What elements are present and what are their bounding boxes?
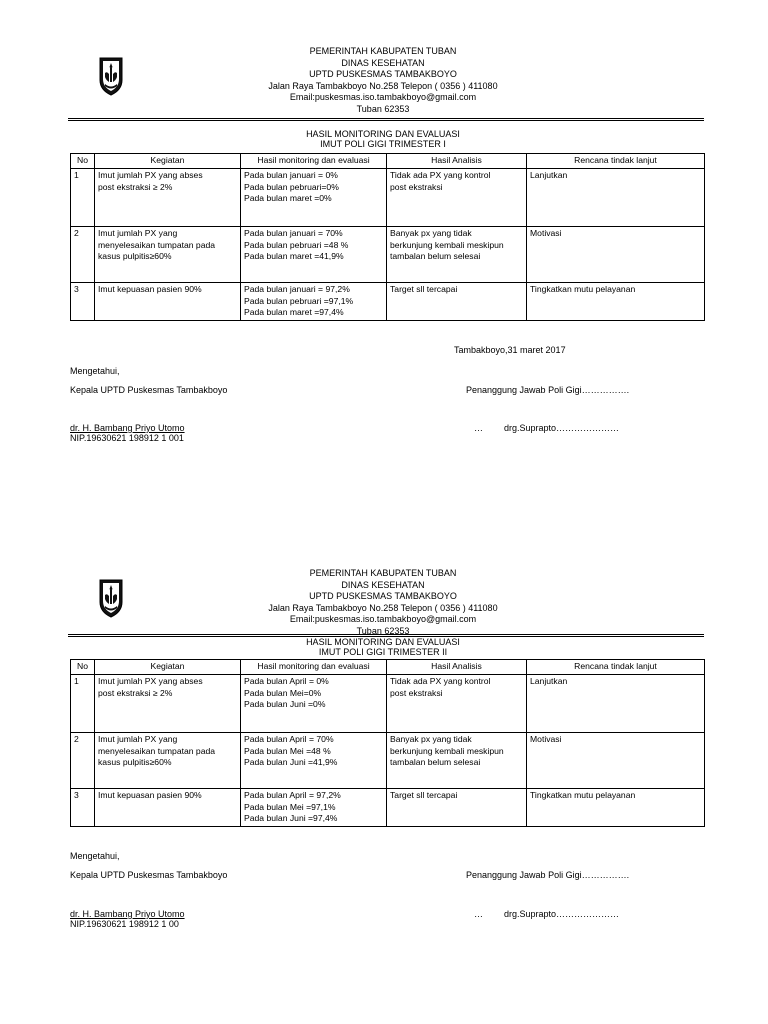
cell-text: Imut kepuasan pasien 90% — [98, 284, 202, 294]
cell-text: Pada bulan maret =97,4% — [244, 307, 344, 317]
cell-text: kasus pulpitis≥60% — [98, 251, 172, 261]
rencana-cell — [527, 169, 705, 227]
cell-text: tambalan belum selesai — [390, 251, 481, 261]
row-number: 2 — [71, 227, 95, 283]
letterhead-line: PEMERINTAH KABUPATEN TUBAN — [309, 568, 457, 578]
column-header: Kegiatan — [95, 154, 241, 169]
cell-text: tambalan belum selesai — [390, 757, 481, 767]
analisis-cell — [387, 733, 527, 789]
monitoring-table — [70, 153, 705, 321]
cell-text: Pada bulan maret =41,9% — [244, 251, 344, 261]
table-row — [71, 789, 705, 827]
rencana-cell — [527, 789, 705, 827]
cell-text: Imut jumlah PX yang — [98, 734, 178, 744]
cell-text: Pada bulan Mei=0% — [244, 687, 322, 698]
cell-text: Pada bulan januari = 97,2% — [244, 284, 350, 294]
hasil-cell — [241, 169, 387, 227]
rencana-cell — [527, 733, 705, 789]
table-row — [71, 227, 705, 283]
cell-text: Pada bulan Mei =48 % — [244, 745, 331, 756]
kepala-title: Kepala UPTD Puskesmas Tambakboyo — [70, 870, 228, 880]
rencana-cell — [527, 283, 705, 321]
table-row — [71, 675, 705, 733]
report-subtitle-line: IMUT POLI GIGI TRIMESTER II — [318, 646, 448, 657]
letterhead-line: Tuban 62353 — [356, 625, 410, 636]
report-subtitle-line: IMUT POLI GIGI TRIMESTER I — [320, 138, 446, 149]
cell-text: Motivasi — [530, 734, 562, 744]
mengetahui-label: Mengetahui, — [70, 366, 120, 376]
row-number: 1 — [71, 169, 95, 227]
kepala-name: dr. H. Bambang Priyo Utomo — [70, 423, 185, 433]
letterhead — [180, 46, 586, 115]
table-row — [71, 169, 705, 227]
rencana-cell — [527, 227, 705, 283]
kegiatan-cell — [95, 169, 241, 227]
table-header-row — [71, 660, 705, 675]
table-header-row — [71, 154, 705, 169]
hasil-cell — [241, 283, 387, 321]
column-header: Hasil Analisis — [387, 660, 527, 675]
kegiatan-cell — [95, 789, 241, 827]
cell-text: menyelesaikan tumpatan pada — [98, 239, 216, 250]
cell-text: Pada bulan Juni =0% — [244, 699, 326, 709]
cell-text: kasus pulpitis≥60% — [98, 757, 172, 767]
hasil-cell — [241, 789, 387, 827]
rencana-cell — [527, 675, 705, 733]
penanggung-jawab-name: drg.Suprapto………………… — [504, 909, 620, 919]
analisis-cell — [387, 227, 527, 283]
table-row — [71, 733, 705, 789]
report-title — [180, 638, 586, 657]
row-number: 1 — [71, 675, 95, 733]
letterhead — [180, 568, 586, 637]
cell-text: Target sll tercapai — [390, 284, 458, 294]
cell-text: Imut kepuasan pasien 90% — [98, 790, 202, 800]
cell-text: berkunjung kembali meskipun — [390, 239, 504, 250]
column-header: Hasil Analisis — [387, 154, 527, 169]
letterhead-line: Jalan Raya Tambakboyo No.258 Telepon ( 0356 ) 411080 — [268, 602, 498, 613]
column-header: Kegiatan — [95, 660, 241, 675]
penanggung-jawab-title: Penanggung Jawab Poli Gigi……………. — [466, 385, 630, 395]
cell-text: Pada bulan pebruari =97,1% — [244, 295, 354, 306]
letterhead-line: UPTD PUSKESMAS TAMBAKBOYO — [309, 69, 457, 79]
letterhead-line: Tuban 62353 — [356, 103, 410, 114]
cell-text: Pada bulan januari = 70% — [244, 228, 343, 238]
east-java-crest-icon — [98, 578, 124, 618]
kegiatan-cell — [95, 675, 241, 733]
kegiatan-cell — [95, 733, 241, 789]
cell-text: Motivasi — [530, 228, 562, 238]
hasil-cell — [241, 675, 387, 733]
letterhead-line: DINAS KESEHATAN — [341, 57, 425, 68]
report-title-line: HASIL MONITORING DAN EVALUASI — [306, 637, 460, 647]
kegiatan-cell — [95, 227, 241, 283]
cell-text: Tingkatkan mutu pelayanan — [530, 790, 636, 800]
column-header: Rencana tindak lanjut — [527, 154, 705, 169]
row-number: 3 — [71, 283, 95, 321]
ellipsis-text: … — [474, 909, 483, 919]
penanggung-jawab-title: Penanggung Jawab Poli Gigi……………. — [466, 870, 630, 880]
cell-text: post ekstraksi ≥ 2% — [98, 181, 173, 192]
letterhead-line: PEMERINTAH KABUPATEN TUBAN — [309, 46, 457, 56]
cell-text: Pada bulan januari = 0% — [244, 170, 338, 180]
cell-text: Imut jumlah PX yang abses — [98, 676, 203, 686]
kegiatan-cell — [95, 283, 241, 321]
cell-text: Banyak px yang tidak — [390, 228, 472, 238]
column-header: Hasil monitoring dan evaluasi — [241, 660, 387, 675]
report-title — [180, 130, 586, 149]
cell-text: Pada bulan pebruari =48 % — [244, 239, 349, 250]
analisis-cell — [387, 675, 527, 733]
analisis-cell — [387, 169, 527, 227]
cell-text: berkunjung kembali meskipun — [390, 745, 504, 756]
monitoring-table — [70, 659, 705, 827]
cell-text: Pada bulan Mei =97,1% — [244, 801, 336, 812]
cell-text: post ekstraksi — [390, 687, 443, 698]
cell-text: Pada bulan maret =0% — [244, 193, 332, 203]
kepala-nip: NIP.19630621 198912 1 001 — [70, 433, 184, 443]
east-java-crest-icon — [98, 56, 124, 96]
cell-text: post ekstraksi ≥ 2% — [98, 687, 173, 698]
report-title-line: HASIL MONITORING DAN EVALUASI — [306, 129, 460, 139]
row-number: 3 — [71, 789, 95, 827]
kepala-title: Kepala UPTD Puskesmas Tambakboyo — [70, 385, 228, 395]
penanggung-jawab-name: drg.Suprapto………………… — [504, 423, 620, 433]
hasil-cell — [241, 227, 387, 283]
analisis-cell — [387, 283, 527, 321]
cell-text: Lanjutkan — [530, 170, 568, 180]
column-header: Hasil monitoring dan evaluasi — [241, 154, 387, 169]
cell-text: Target sll tercapai — [390, 790, 458, 800]
kepala-nip: NIP.19630621 198912 1 00 — [70, 919, 179, 929]
letterhead-line: DINAS KESEHATAN — [341, 579, 425, 590]
cell-text: post ekstraksi — [390, 181, 443, 192]
cell-text: Pada bulan April = 97,2% — [244, 790, 341, 800]
letterhead-line: Email:puskesmas.iso.tambakboyo@gmail.com — [289, 92, 477, 102]
ellipsis-text: … — [474, 423, 483, 433]
cell-text: Tidak ada PX yang kontrol — [390, 676, 491, 686]
column-header: No — [71, 660, 95, 675]
place-date: Tambakboyo,31 maret 2017 — [454, 345, 566, 355]
mengetahui-label: Mengetahui, — [70, 851, 120, 861]
column-header: Rencana tindak lanjut — [527, 660, 705, 675]
table-row — [71, 283, 705, 321]
cell-text: Pada bulan pebruari=0% — [244, 181, 339, 192]
kepala-name: dr. H. Bambang Priyo Utomo — [70, 909, 185, 919]
cell-text: menyelesaikan tumpatan pada — [98, 745, 216, 756]
letterhead-line: UPTD PUSKESMAS TAMBAKBOYO — [309, 591, 457, 601]
column-header: No — [71, 154, 95, 169]
letterhead-line: Jalan Raya Tambakboyo No.258 Telepon ( 0356 ) 411080 — [268, 80, 498, 91]
cell-text: Pada bulan Juni =97,4% — [244, 813, 338, 823]
analisis-cell — [387, 789, 527, 827]
cell-text: Banyak px yang tidak — [390, 734, 472, 744]
cell-text: Pada bulan Juni =41,9% — [244, 757, 338, 767]
row-number: 2 — [71, 733, 95, 789]
cell-text: Lanjutkan — [530, 676, 568, 686]
cell-text: Imut jumlah PX yang abses — [98, 170, 203, 180]
cell-text: Pada bulan April = 0% — [244, 676, 329, 686]
letterhead-divider — [68, 118, 704, 121]
cell-text: Imut jumlah PX yang — [98, 228, 178, 238]
cell-text: Pada bulan April = 70% — [244, 734, 334, 744]
hasil-cell — [241, 733, 387, 789]
cell-text: Tidak ada PX yang kontrol — [390, 170, 491, 180]
letterhead-line: Email:puskesmas.iso.tambakboyo@gmail.com — [289, 614, 477, 624]
cell-text: Tingkatkan mutu pelayanan — [530, 284, 636, 294]
